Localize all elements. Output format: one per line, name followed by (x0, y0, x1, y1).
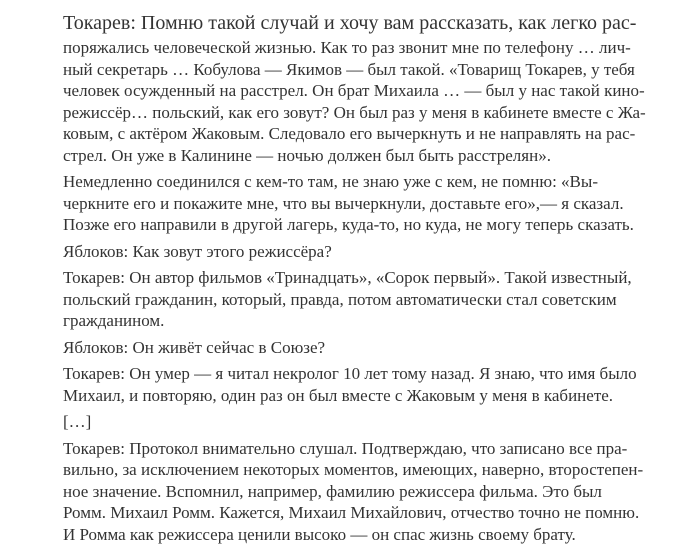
text-line: Михаил, и повторяю, один раз он был вместе с Жаковым у меня в кабинете. (63, 385, 614, 405)
text-line: Токарев: Протокол внимательно слушал. Подтверждаю, что записано все пра- (63, 438, 628, 458)
text-line: […] (63, 412, 92, 431)
text-line: стрел. Он уже в Калинине — ночью должен был быть расстрелян». (63, 145, 551, 165)
text-line: Немедленно соединился с кем-то там, не знаю уже с кем, не помню: «Вы- (63, 172, 598, 191)
text-line: И Ромма как режиссера ценили высоко — он спас жизнь своему брату. (63, 524, 576, 544)
text-line: Яблоков: Он живёт сейчас в Союзе? (63, 337, 326, 357)
text-line: Токарев: Он умер — я читал некролог 10 лет тому назад. Я знаю, что имя было (63, 364, 637, 383)
text-line: вильно, за исключением некоторых моментов, имеющих, наверно, второстепен- (63, 460, 644, 479)
text-line: Яблоков: Как зовут этого режиссёра? (63, 241, 332, 261)
text-line: ковым, с актёром Жаковым. Следовало его вычеркнуть и не направлять на рас- (63, 124, 636, 143)
text-line: польский гражданин, который, правда, потом автоматически стал советским (63, 289, 617, 309)
paragraph-omission-mark (63, 411, 642, 433)
text-line: ный секретарь … Кобулова — Якимов — был такой. «Товарищ Токарев, у тебя (63, 59, 635, 79)
paragraph-tokarev-protocol (63, 438, 642, 546)
paragraph-tokarev-necrolog (63, 363, 642, 406)
text-line: гражданином. (63, 311, 165, 330)
text-line: поряжались человеческой жизнью. Как то раз звонит мне по телефону … лич- (63, 38, 631, 57)
paragraph-yablokov-question-name (63, 241, 642, 263)
paragraph-yablokov-question-union (63, 337, 642, 359)
text-line: Ромм. Михаил Ромм. Кажется, Михаил Михайлович, отчество точно не помню. (63, 503, 640, 522)
text-line: Позже его направили в другой лагерь, куда-то, но куда, не могу теперь сказать. (63, 215, 634, 234)
text-line: человек осужденный на расстрел. Он брат Михаила … — был у нас такой кино- (63, 81, 645, 100)
text-line: ное значение. Вспомнил, например, фамилию режиссера фильма. Это был (63, 481, 602, 501)
text-line: Токарев: Помню такой случай и хочу вам рассказать, как легко рас- (63, 12, 637, 34)
text-line: режиссёр… польский, как его зовут? Он был раз у меня в кабинете вместе с Жа- (63, 102, 646, 122)
paragraph-tokarev-films (63, 267, 642, 332)
text-line: черкните его и покажите мне, что вы вычеркнули, доставьте его»,— я сказал. (63, 193, 624, 213)
paragraph-tokarev-crossed-out (63, 171, 642, 236)
text-line: Токарев: Он автор фильмов «Тринадцать», «Сорок первый». Такой известный, (63, 268, 632, 287)
paragraph-tokarev-phone-call (63, 10, 646, 166)
